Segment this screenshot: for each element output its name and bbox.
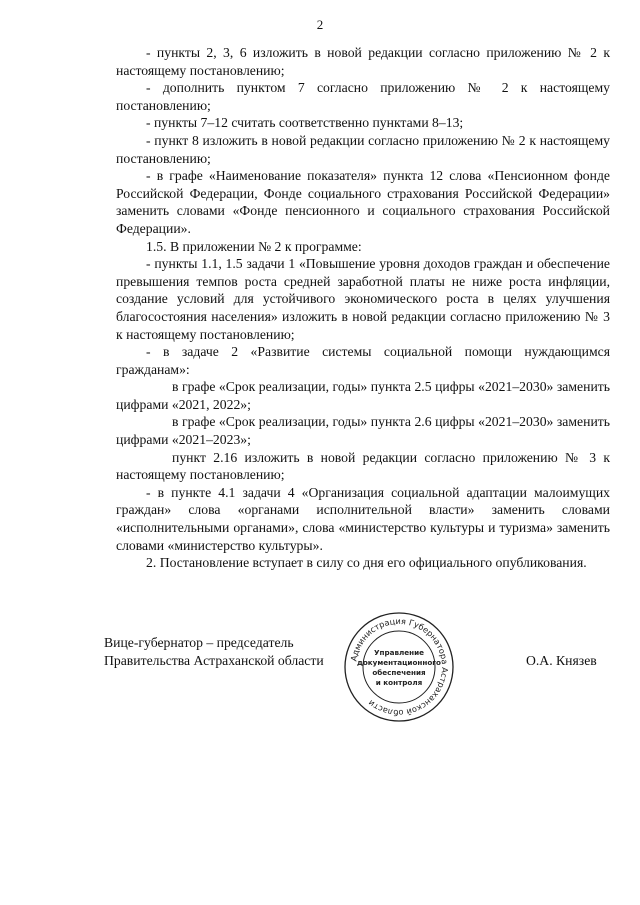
paragraph: 2. Постановление вступает в силу со дня его официального опубликования. (146, 555, 587, 571)
paragraph: - пункты 7–12 считать соответственно пунктами 8–13; (146, 115, 464, 131)
signatory-position (104, 634, 324, 670)
official-stamp (343, 611, 455, 723)
signatory-position-line: Правительства Астраханской области (104, 653, 324, 668)
signatory-position-line: Вице-губернатор – председатель (104, 635, 294, 650)
paragraph: в графе «Срок реализации, годы» пункта 2.5 цифры «2021–2030» заменить цифрами «2021, 2022»; (116, 379, 610, 412)
stamp-center-line: документационного (357, 658, 441, 667)
paragraph: пункт 2.16 изложить в новой редакции согласно приложению № 3 к настоящему постановлению; (116, 449, 610, 483)
stamp-center-line: обеспечения (372, 668, 426, 677)
stamp-inner-ring (363, 631, 435, 703)
page-number: 2 (316, 17, 324, 32)
paragraph: - в пункте 4.1 задачи 4 «Организация социальной адаптации малоимущих граждан» слова «органами исполнительной власти» заменить словами «исполнительными органами», слова «министерство культуры и туризма» заменить словами «министерство культуры». (116, 484, 610, 553)
signatory-name: О.А. Князев (526, 653, 597, 668)
paragraph: - в задаче 2 «Развитие системы социальной помощи нуждающимся гражданам»: (116, 344, 610, 377)
paragraph: - пункт 8 изложить в новой редакции согласно приложению № 2 к настоящему постановлению; (116, 132, 610, 166)
paragraph: в графе «Срок реализации, годы» пункта 2.6 цифры «2021–2030» заменить цифрами «2021–2023»; (116, 414, 610, 448)
stamp-center-text (357, 648, 441, 687)
stamp-ring-text: Администрация Губернатора Астраханской области (348, 615, 451, 719)
paragraph: - пункты 2, 3, 6 изложить в новой редакции согласно приложению № 2 к настоящему постановлению; (116, 45, 610, 78)
paragraph: 1.5. В приложении № 2 к программе: (146, 238, 362, 254)
stamp-center-line: Управление (373, 648, 425, 657)
document-body (116, 44, 610, 572)
stamp-center-line: и контроля (375, 678, 423, 687)
stamp-outer-ring (345, 613, 453, 721)
paragraph: - пункты 1.1, 1.5 задачи 1 «Повышение уровня доходов граждан и обеспечение превышения темпов роста средней заработной платы не ниже роста инфляции, создание условий для устойчивого экономического роста в целях улучшения благосостояния населения» изложить в новой редакции согласно приложению № 3 к настоящему постановлению; (116, 256, 610, 342)
paragraph: - дополнить пунктом 7 согласно приложению № 2 к настоящему постановлению; (116, 80, 610, 113)
paragraph: - в графе «Наименование показателя» пункта 12 слова «Пенсионном фонде Российской Федерации, Фонде социального страхования Российской Федерации» заменить словами «Фонде пенсионного и социального страхования Российской Федерации». (116, 168, 610, 236)
